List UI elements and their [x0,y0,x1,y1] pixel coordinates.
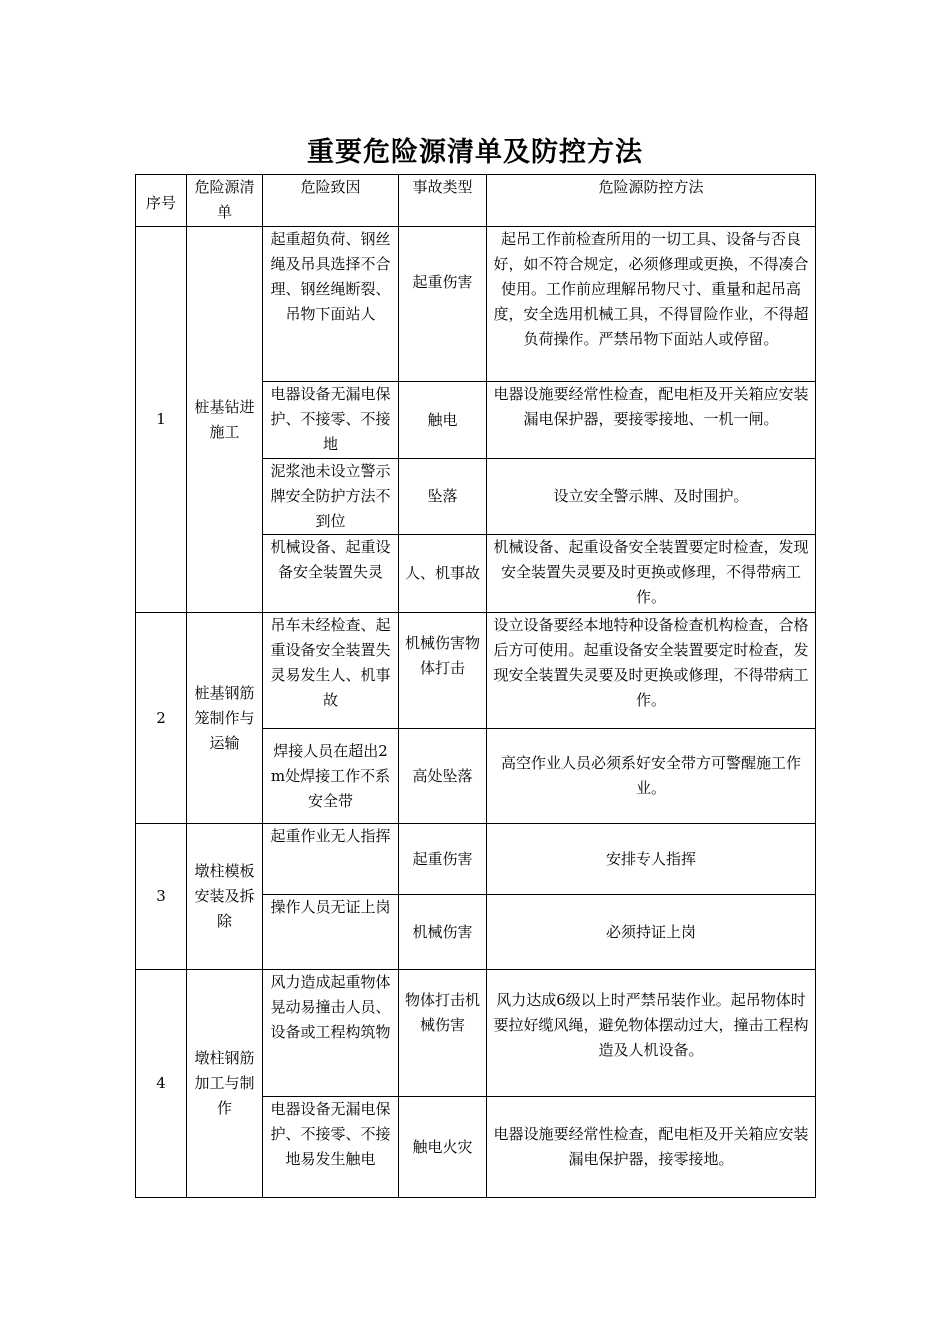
control-cell: 电器设施要经常性检查，配电柜及开关箱应安装漏电保护器，接零接地。 [487,1097,816,1198]
cause-cell: 起重超负荷、钢丝绳及吊具选择不合理、钢丝绳断裂、吊物下面站人 [263,227,399,382]
group-seq: 4 [136,970,187,1198]
group-seq: 3 [136,824,187,970]
group-name: 桩基钻进施工 [187,227,263,613]
group-name: 桩基钢筋笼制作与运输 [187,613,263,824]
table-row [136,613,816,729]
accident-type-cell: 触电火灾 [399,1097,487,1198]
accident-type-cell: 机械伤害 [399,895,487,970]
cause-cell: 起重作业无人指挥 [263,824,399,895]
header-cause: 危险致因 [263,175,399,227]
control-cell: 风力达成6级以上时严禁吊装作业。起吊物体时要拉好缆风绳，避免物体摆动过大，撞击工程构造及人机设备。 [487,970,816,1097]
cause-cell: 泥浆池未设立警示牌安全防护方法不到位 [263,459,399,535]
group-seq: 2 [136,613,187,824]
accident-type-cell: 触电 [399,382,487,459]
group-seq: 1 [136,227,187,613]
table-header-row [136,175,816,227]
accident-type-cell: 起重伤害 [399,824,487,895]
control-cell: 设立安全警示牌、及时围护。 [487,459,816,535]
header-control: 危险源防控方法 [487,175,816,227]
control-cell: 电器设施要经常性检查，配电柜及开关箱应安装漏电保护器，要接零接地、一机一闸。 [487,382,816,459]
header-seq: 序号 [136,175,187,227]
control-cell: 设立设备要经本地特种设备检查机构检查，合格后方可使用。起重设备安全装置要定时检查，发现安全装置失灵要及时更换或修理，不得带病工作。 [487,613,816,729]
cause-cell: 吊车未经检查、起重设备安全装置失灵易发生人、机事故 [263,613,399,729]
cause-cell: 电器设备无漏电保护、不接零、不接地 [263,382,399,459]
control-cell: 高空作业人员必须系好安全带方可警醒施工作业。 [487,729,816,824]
accident-type-cell: 机械伤害物体打击 [399,613,487,729]
cause-cell: 机械设备、起重设备安全装置失灵 [263,535,399,613]
control-cell: 机械设备、起重设备安全装置要定时检查，发现安全装置失灵要及时更换或修理，不得带病工作。 [487,535,816,613]
accident-type-cell: 高处坠落 [399,729,487,824]
group-name: 墩柱钢筋加工与制作 [187,970,263,1198]
control-cell: 安排专人指挥 [487,824,816,895]
accident-type-cell: 起重伤害 [399,227,487,382]
table-row [136,824,816,895]
accident-type-cell: 坠落 [399,459,487,535]
cause-cell: 操作人员无证上岗 [263,895,399,970]
control-cell: 必须持证上岗 [487,895,816,970]
group-name: 墩柱模板安装及拆除 [187,824,263,970]
accident-type-cell: 物体打击机械伤害 [399,970,487,1097]
header-accident-type: 事故类型 [399,175,487,227]
table-row [136,227,816,382]
cause-cell: 焊接人员在超出2m处焊接工作不系安全带 [263,729,399,824]
cause-cell: 电器设备无漏电保护、不接零、不接地易发生触电 [263,1097,399,1198]
accident-type-cell: 人、机事故 [399,535,487,613]
cause-cell: 风力造成起重物体晃动易撞击人员、设备或工程构筑物 [263,970,399,1097]
table-row [136,970,816,1097]
control-cell: 起吊工作前检查所用的一切工具、设备与否良好，如不符合规定，必须修理或更换，不得凑合使用。工作前应理解吊物尺寸、重量和起吊高度，安全选用机械工具，不得冒险作业，不得超负荷操作。严禁吊物下面站人或停留。 [487,227,816,382]
page-title: 重要危险源清单及防控方法 [307,137,643,168]
header-hazard-list: 危险源清单 [187,175,263,227]
hazard-table [135,174,816,1198]
